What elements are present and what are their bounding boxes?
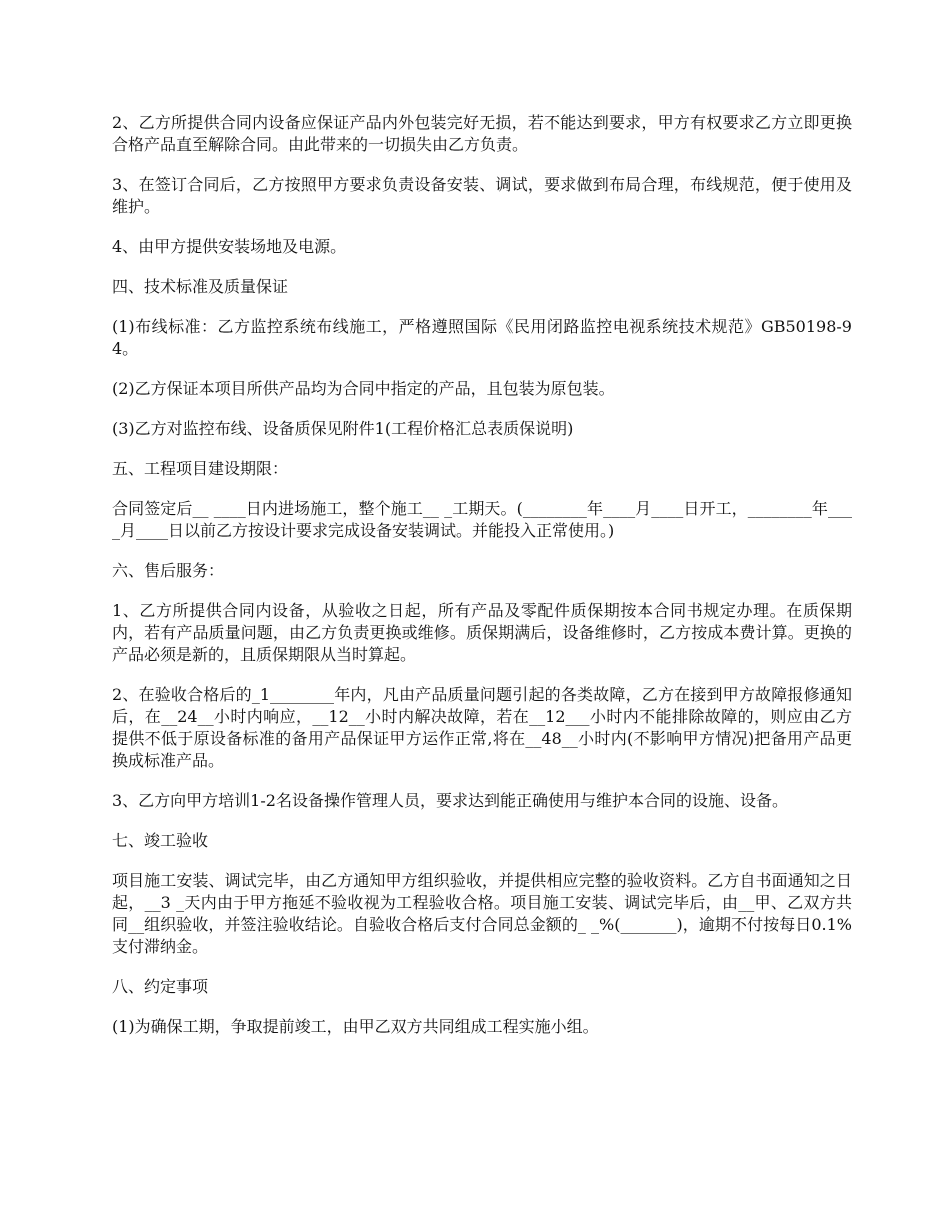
document-body [112, 112, 852, 1056]
paragraph-wiring-standard: (1)布线标准：乙方监控系统布线施工，严格遵照国际《民用闭路监控电视系统技术规范》GB50198-94。 [112, 317, 852, 358]
section-heading-after-sales: 六、售后服务： [112, 561, 225, 580]
paragraph-after-sales-warranty: 1、乙方所提供合同内设备，从验收之日起，所有产品及零配件质保期按本合同书规定办理。在质保期内，若有产品质量问题，由乙方负责更换或维修。质保期满后，设备维修时，乙方按成本费计算。更换的产品必须是新的，且质保期限从当时算起。 [112, 601, 852, 664]
paragraph-warranty-attachment: (3)乙方对监控布线、设备质保见附件1(工程价格汇总表质保说明) [112, 419, 574, 438]
paragraph-product-guarantee: (2)乙方保证本项目所供产品均为合同中指定的产品，且包装为原包装。 [112, 379, 615, 398]
paragraph-construction-schedule: 合同签定后__ ____日内进场施工，整个施工__ _工期天。(________年____月____日开工，________年____月____日以前乙方按设计要求完成设备安装调试。并能投入正常使用。) [112, 499, 852, 540]
paragraph-implementation-team: (1)为确保工期，争取提前竣工，由甲乙双方共同组成工程实施小组。 [112, 1017, 599, 1036]
paragraph-acceptance-process: 项目施工安装、调试完毕，由乙方通知甲方组织验收，并提供相应完整的验收资料。乙方自书面通知之日起，__3 _天内由于甲方拖延不验收视为工程验收合格。项目施工安装、调试完毕后，由__甲、乙双方共同__组织验收，并签注验收结论。自验收合格后支付合同总金额的_ _%(_______)，逾期不付按每日0.1%支付滞纳金。 [112, 871, 852, 956]
section-heading-technical-standards: 四、技术标准及质量保证 [112, 277, 289, 296]
section-heading-acceptance: 七、竣工验收 [112, 831, 209, 850]
paragraph-after-sales-training: 3、乙方向甲方培训1-2名设备操作管理人员，要求达到能正确使用与维护本合同的设施、设备。 [112, 791, 788, 810]
section-heading-agreed-matters: 八、约定事项 [112, 977, 209, 996]
paragraph-clause-2-packaging: 2、乙方所提供合同内设备应保证产品内外包装完好无损，若不能达到要求，甲方有权要求乙方立即更换合格产品直至解除合同。由此带来的一切损失由乙方负责。 [112, 113, 852, 154]
paragraph-clause-4-site-power: 4、由甲方提供安装场地及电源。 [112, 237, 347, 256]
section-heading-construction-period: 五、工程项目建设期限： [112, 459, 289, 478]
paragraph-clause-3-installation: 3、在签订合同后，乙方按照甲方要求负责设备安装、调试，要求做到布局合理，布线规范，便于使用及维护。 [112, 175, 852, 216]
paragraph-after-sales-response: 2、在验收合格后的_1________年内，凡由产品质量问题引起的各类故障，乙方在接到甲方故障报修通知后，在__24__小时内响应，__12__小时内解决故障，若在__12___小时内不能排除故障的，则应由乙方提供不低于原设备标准的备用产品保证甲方运作正常,将在__48__小时内(不影响甲方情况)把备用产品更换成标准产品。 [112, 685, 852, 770]
